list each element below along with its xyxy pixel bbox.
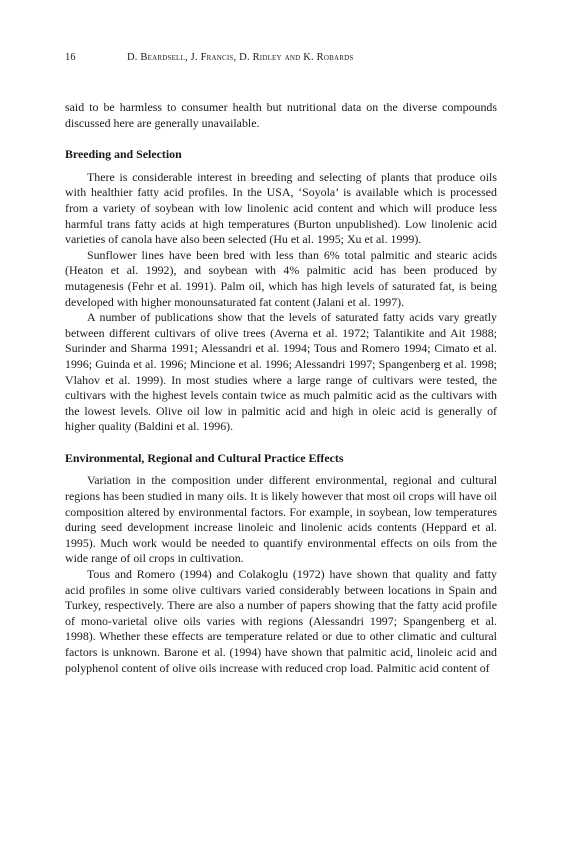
- intro-paragraph: said to be harmless to consumer health but nutritional data on the diverse compounds discussed here are generally unavailable.: [65, 100, 497, 130]
- document-page: [65, 52, 497, 676]
- running-header: [65, 52, 497, 66]
- body-paragraph: Variation in the composition under different environmental, regional and cultural regions has been studied in many oils. It is likely however that most oil crops will have oil composition altered by environmental factors. For example, in soybean, low temperatures during seed development increase linoleic and linolenic acids contents (Heppard et al. 1995). Much work would be needed to quantify environmental effects on oils from the wide range of oil crops in cultivation.: [65, 473, 497, 566]
- section-heading-environmental: Environmental, Regional and Cultural Practice Effects: [65, 450, 344, 465]
- body-paragraph: Tous and Romero (1994) and Colakoglu (1972) have shown that quality and fatty acid profiles in some olive cultivars varied considerably between locations in Spain and Turkey, respectively. There are also a number of papers showing that the fatty acid profile of mono-varietal olive oils varies with regions (Alessandri 1997; Spangenberg et al. 1998). Whether these effects are temperature related or due to other climatic and cultural factors is unknown. Barone et al. (1994) have shown that palmitic acid, linoleic acid and polyphenol content of olive oils increase with reduced crop load. Palmitic acid content of: [65, 567, 497, 675]
- running-header-authors: D. Beardsell, J. Francis, D. Ridley and K. Robards: [127, 52, 354, 63]
- body-paragraph: A number of publications show that the levels of saturated fatty acids vary greatly between different cultivars of olive trees (Averna et al. 1972; Talantikite and Ait 1988; Surinder and Sharma 1991; Alessandri et al. 1994; Tous and Romero 1994; Cimato et al. 1996; Guinda et al. 1996; Mincione et al. 1996; Alessandri 1997; Spangenberg et al. 1998; Vlahov et al. 1999). In most studies where a large range of cultivars were tested, the cultivars with the highest levels contain twice as much palmitic acid as the cultivars with the lowest levels. Olive oil low in palmitic acid and high in oleic acid is generally of higher quality (Baldini et al. 1996).: [65, 310, 497, 434]
- body-paragraph: Sunflower lines have been bred with less than 6% total palmitic and stearic acids (Heaton et al. 1992), and soybean with 4% palmitic acid has been produced by mutagenesis (Fehr et al. 1991). Palm oil, which has high levels of saturated fat, is being developed with higher monounsaturated fat content (Jalani et al. 1997).: [65, 247, 497, 309]
- body-paragraph: There is considerable interest in breeding and selecting of plants that produce oils with healthier fatty acid profiles. In the USA, ‘Soyola’ is available which is processed from a variety of soybean with low linolenic acid content and which will produce less harmful trans fatty acids at high temperatures (Burton unpublished). Low linolenic acid varieties of canola have also been selected (Hu et al. 1995; Xu et al. 1999).: [65, 169, 497, 247]
- section-heading-breeding: Breeding and Selection: [65, 147, 182, 162]
- page-number: 16: [65, 52, 76, 63]
